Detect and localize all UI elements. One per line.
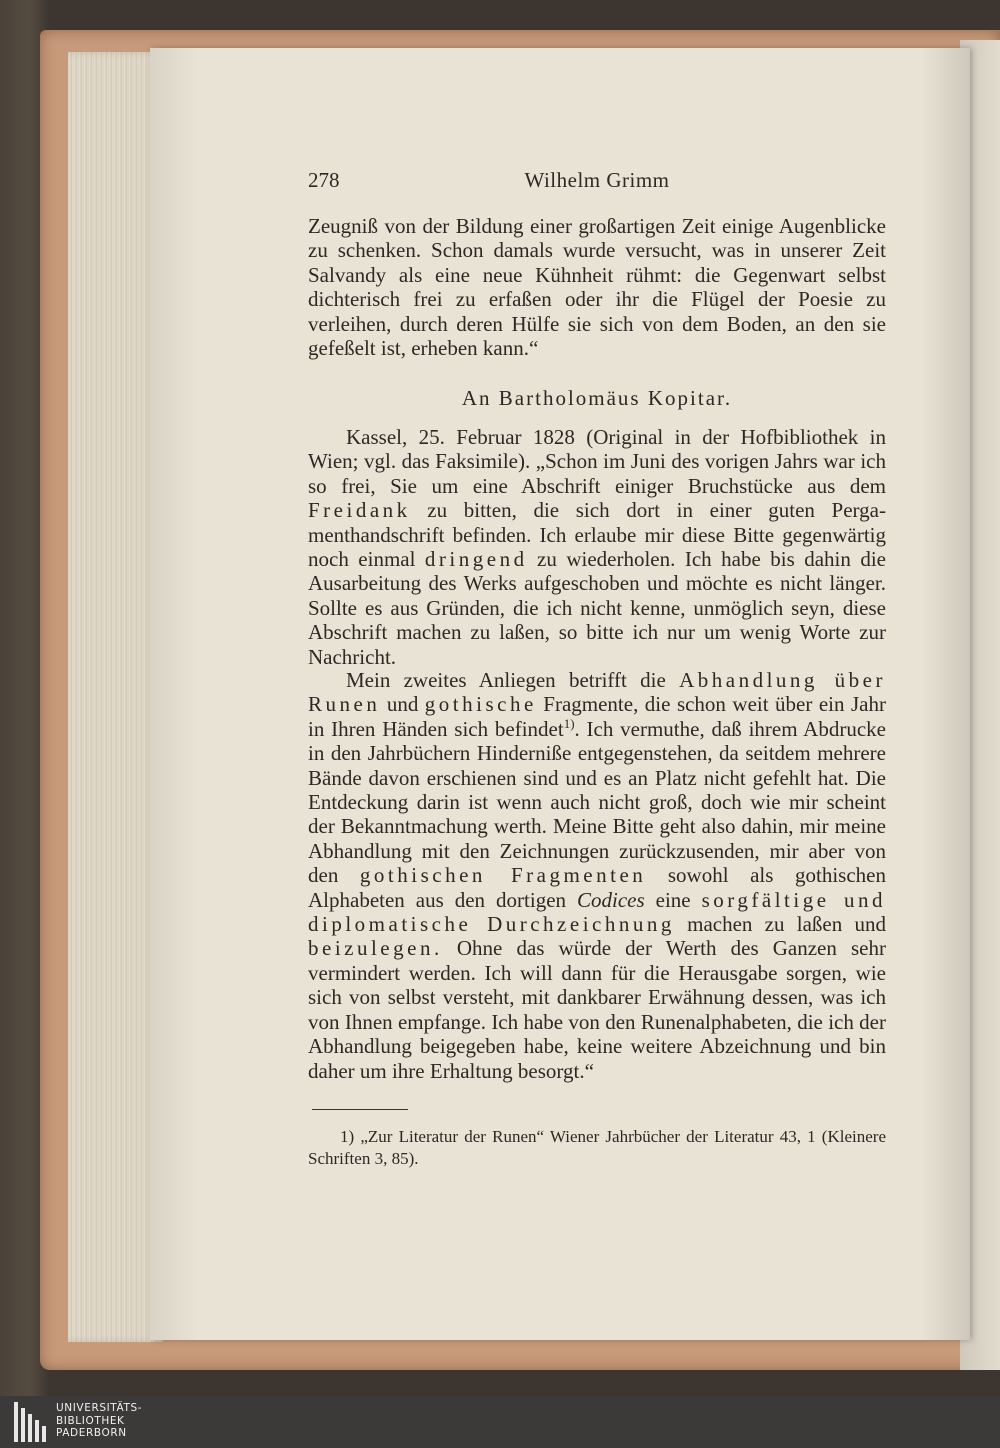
text-run: eine bbox=[644, 887, 702, 912]
intro-paragraph: Zeugniß von der Bildung einer großartigen Zeit einige Augenblicke zu schenken. Schon damals wurde versucht, was in unserer Zeit Salvandy als eine neue Kühnheit rühmt: die Gegenwart selbst dichterisch frei zu erfaßen oder ihr die Flügel der Poesie zu verleihen, durch deren Hülfe sie sich von dem Boden, an den sie gefeßelt ist, erheben kann.“ bbox=[308, 214, 886, 361]
text-run: machen zu laßen und bbox=[674, 912, 887, 937]
spaced-emphasis: gothischen Fragmenten bbox=[359, 863, 647, 888]
text-run: sowohl als gothischen Alphabeten aus den dortigen bbox=[308, 863, 886, 912]
text-run: zu bitten, die sich dort in einer guten Pergamenthandschrift befinden. Ich erlaube mir diese Bitte gegenwärtig noch einmal bbox=[308, 498, 886, 572]
text-run: Kassel, 25. Februar 1828 (Original in der Hofbibliothek in Wien; vgl. das Faksimile). „Schon im Juni des vorigen Jahrs war ich so frei, Sie um eine Abschrift einiger Bruchstücke aus dem bbox=[308, 425, 886, 498]
footnote: 1) „Zur Literatur der Runen“ Wiener Jahrbücher der Literatur 43, 1 (Kleinere Schriften 3, 85). bbox=[308, 1127, 886, 1168]
spaced-emphasis: Freidank bbox=[308, 498, 411, 523]
text-run: Fragmente, die schon weit über ein Jahr in Ihren Händen sich befindet bbox=[308, 692, 886, 741]
logo-line-2: BIBLIOTHEK bbox=[56, 1414, 125, 1427]
text-run: zu wiederholen. Ich habe bis dahin die Ausarbeitung des Werks aufgeschoben und möchte es nicht länger. Sollte es aus Gründen, die ich nicht kenne, unmöglich seyn, diese Abschrift machen zu laßen, so bitte ich nur um wenig Worte zur Nachricht. bbox=[308, 547, 887, 669]
section-title: An Bartholomäus Kopitar. bbox=[461, 386, 733, 410]
footnote-marker: 1) bbox=[563, 715, 575, 731]
spaced-emphasis: gothische bbox=[424, 692, 537, 717]
running-title: Wilhelm Grimm bbox=[524, 168, 670, 192]
spaced-emphasis: sorgfältige und diplomatische Durchzeichnung bbox=[308, 887, 886, 937]
text-run: und bbox=[380, 692, 425, 717]
footnote-divider bbox=[312, 1109, 408, 1110]
library-logo-text bbox=[56, 1402, 142, 1440]
logo-line-3: PADERBORN bbox=[56, 1427, 127, 1439]
spaced-emphasis: Abhandlung über Runen bbox=[308, 668, 886, 717]
letter-paragraph-1 bbox=[308, 425, 886, 669]
text-run: . Ich vermuthe, daß ihrem Abdrucke in den Jahrbüchern Hinderniße entgegenstehen, da seitdem mehrere Bände davon erschienen sind und es an Platz nicht gefehlt hat. Die Entdeckung darin ist wenn auch nicht groß, doch wie mir scheint der Bekanntmachung werth. Meine Bitte geht also dahin, mir meine Abhandlung mit den Zeichnungen zurückzusenden, mir aber von den bbox=[308, 716, 886, 888]
book-page bbox=[150, 48, 970, 1340]
page-number: 278 bbox=[308, 168, 340, 192]
italic-text: Codices bbox=[577, 887, 645, 912]
spaced-emphasis: beizulegen. bbox=[308, 936, 443, 961]
page-header bbox=[308, 168, 886, 198]
logo-line-1: UNIVERSITÄTS- bbox=[56, 1402, 143, 1414]
text-run: Mein zweites Anliegen betrifft die bbox=[346, 668, 680, 692]
page-edges bbox=[68, 52, 163, 1342]
library-logo-icon bbox=[14, 1402, 50, 1442]
letter-paragraph-2 bbox=[308, 668, 886, 1083]
library-logo-bar bbox=[0, 1396, 1000, 1448]
spaced-emphasis: dringend bbox=[424, 547, 528, 572]
text-run: Ohne das würde der Werth des Ganzen sehr vermindert werden. Ich will dann für die Herausgabe sorgen, wie sich von selbst versteht, mit dankbarer Erwähnung dessen, was ich von Ihnen empfange. Ich habe von den Runenalphabeten, die ich der Abhandlung beigegeben habe, keine weitere Abzeichnung und bin daher um ihre Erhaltung besorgt.“ bbox=[308, 936, 886, 1083]
